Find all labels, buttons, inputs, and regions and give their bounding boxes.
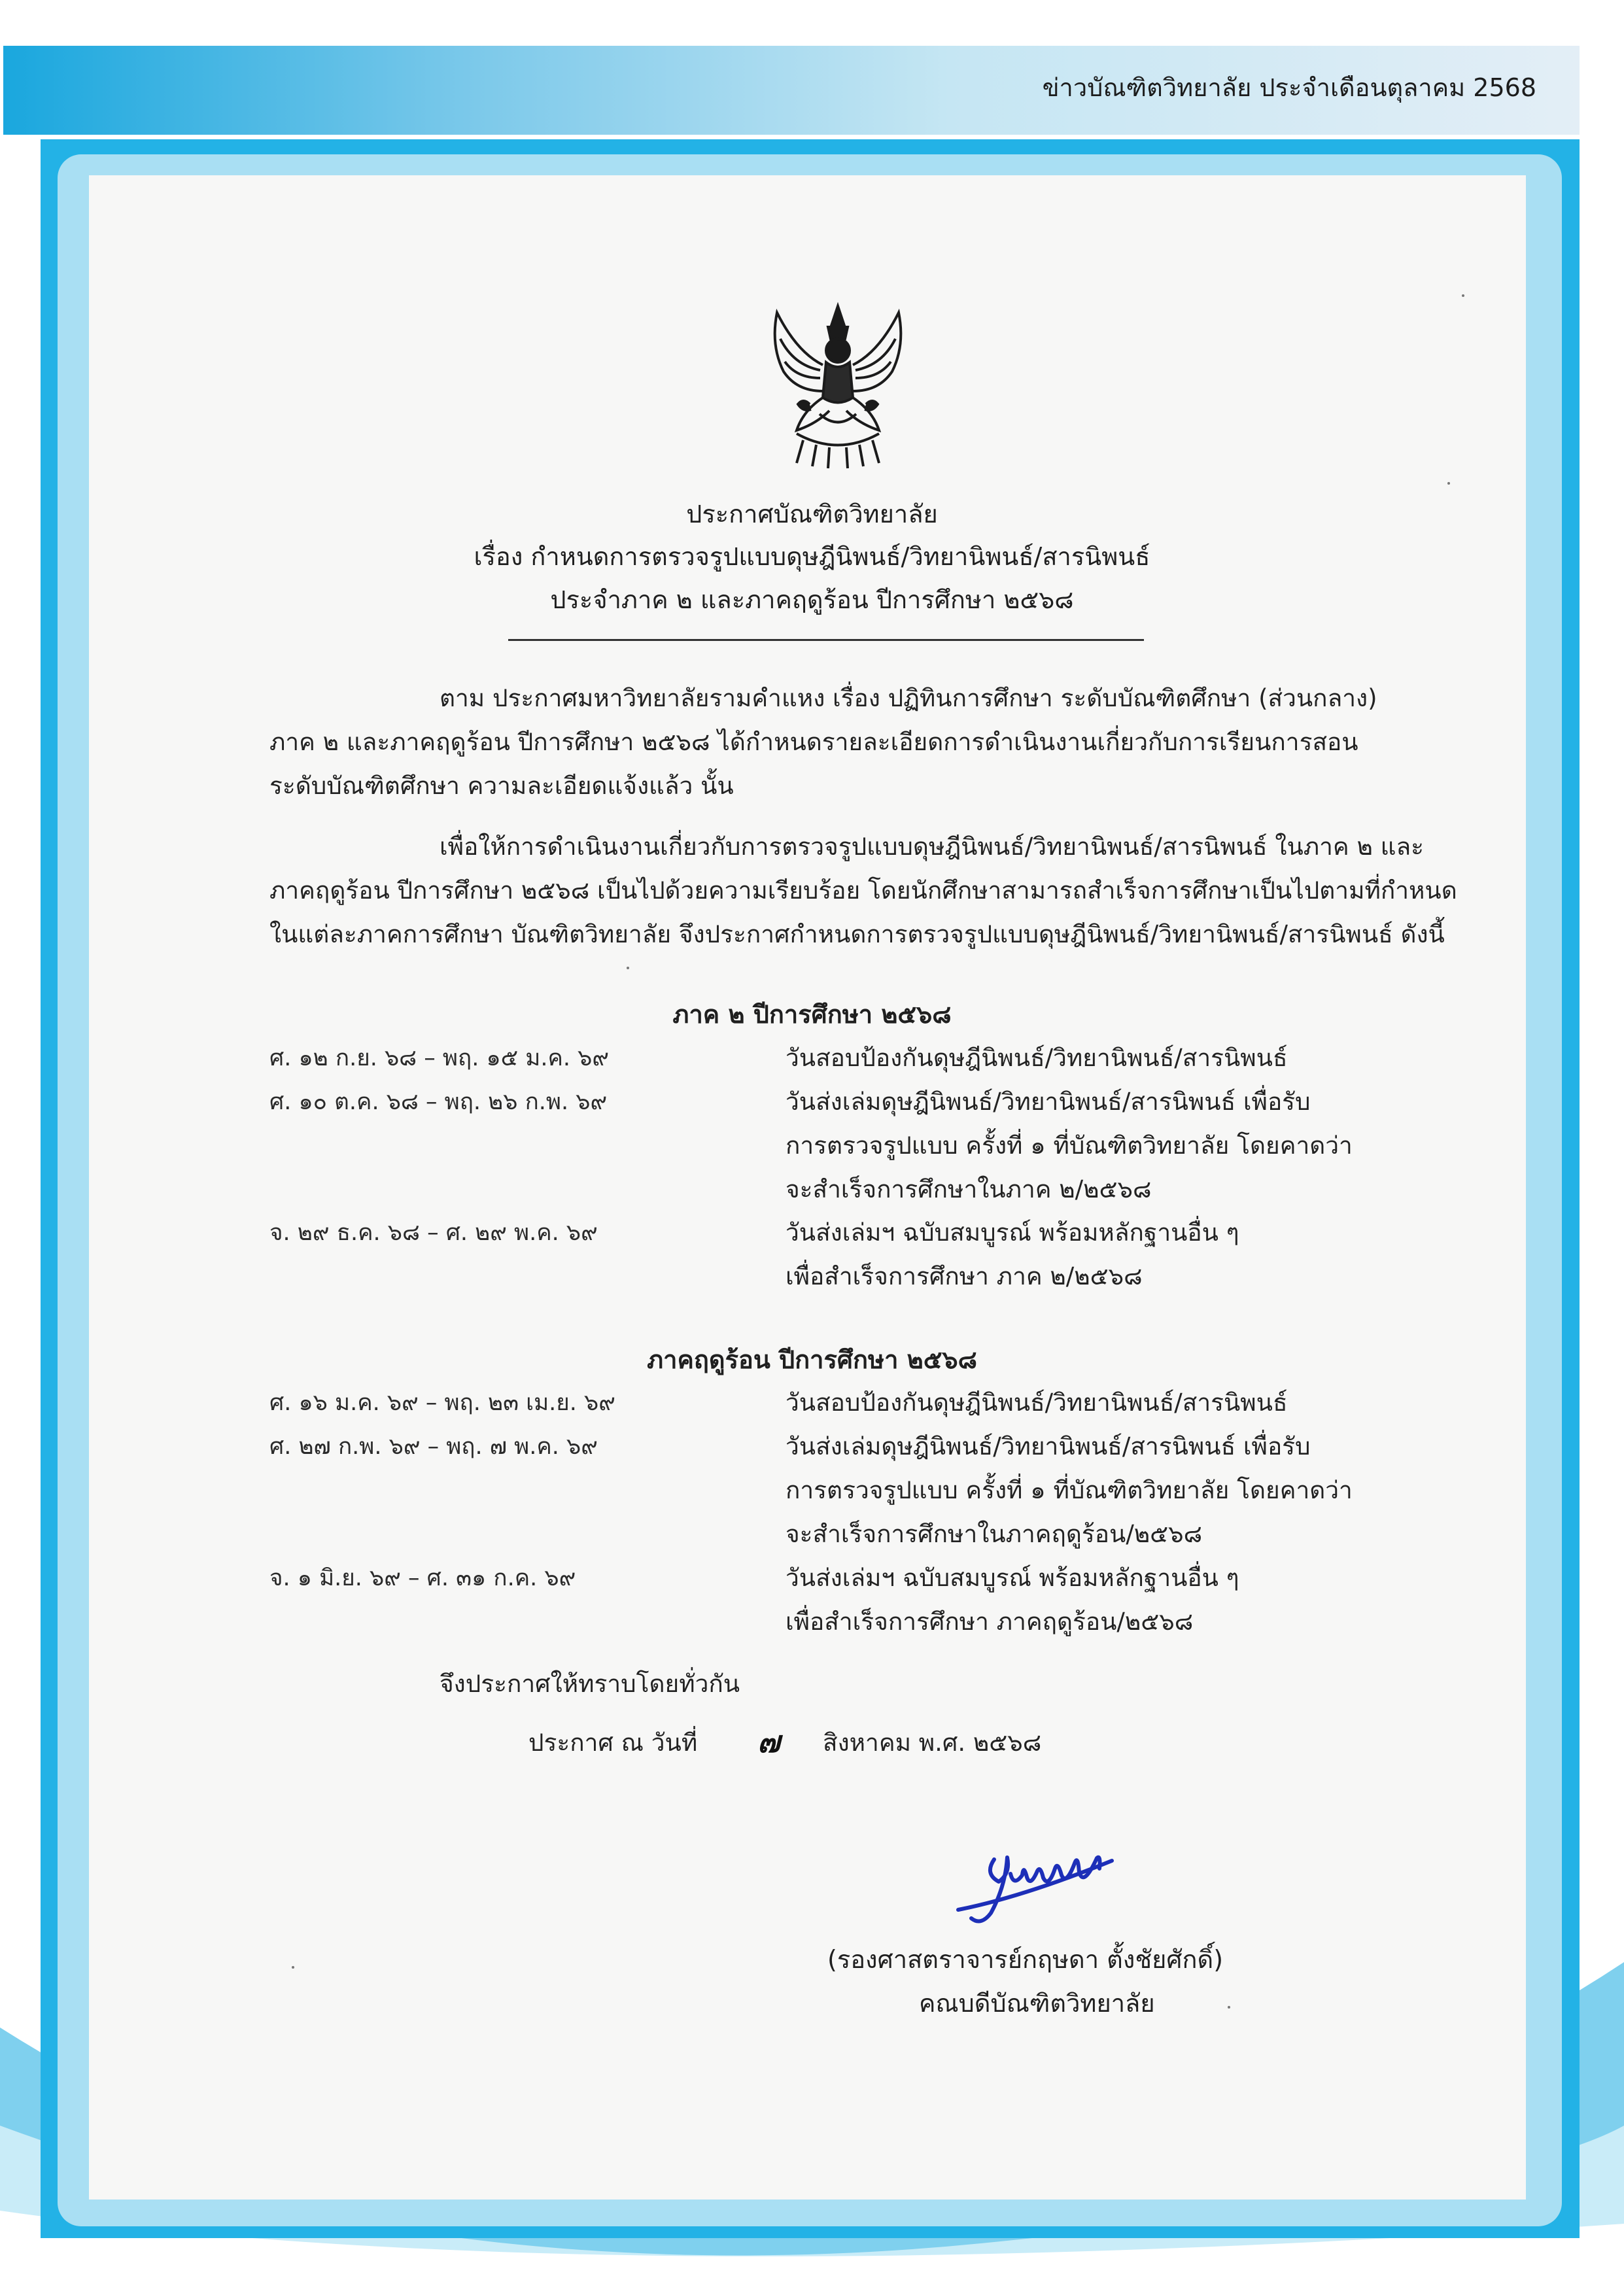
paper-speck: [292, 1966, 294, 1969]
paper-speck: [1447, 482, 1450, 485]
schedule-description: วันส่งเล่มดุษฎีนิพนธ์/วิทยานิพนธ์/สารนิพนธ์ เพื่อรับ: [786, 1432, 1311, 1460]
announcement-issuer: ประกาศบัณฑิตวิทยาลัย: [686, 500, 938, 528]
paragraph-1-line: ระดับบัณฑิตศึกษา ความละเอียดแจ้งแล้ว นั้น: [269, 772, 734, 800]
paragraph-1-line: ภาค ๒ และภาคฤดูร้อน ปีการศึกษา ๒๕๖๘ ได้กำหนดรายละเอียดการดำเนินงานเกี่ยวกับการเรียนการสอน: [269, 728, 1358, 756]
garuda-emblem-icon: [757, 300, 918, 471]
schedule-description: การตรวจรูปแบบ ครั้งที่ ๑ ที่บัณฑิตวิทยาลัย โดยคาดว่า: [786, 1476, 1353, 1504]
signatory-name: (รองศาสตราจารย์กฤษดา ตั้งชัยศักดิ์): [827, 1945, 1224, 1974]
signatory-position: คณบดีบัณฑิตวิทยาลัย: [919, 1989, 1155, 2018]
paper-speck: [627, 967, 629, 969]
closing-statement: จึงประกาศให้ทราบโดยทั่วกัน: [440, 1670, 740, 1698]
schedule-date: ศ. ๑๖ ม.ค. ๖๙ – พฤ. ๒๓ เม.ย. ๖๙: [269, 1390, 615, 1416]
schedule-description: วันสอบป้องกันดุษฎีนิพนธ์/วิทยานิพนธ์/สารนิพนธ์: [786, 1044, 1288, 1072]
paper-speck: [1462, 294, 1464, 297]
schedule-description: วันส่งเล่มดุษฎีนิพนธ์/วิทยานิพนธ์/สารนิพนธ์ เพื่อรับ: [786, 1088, 1311, 1116]
schedule-heading-summer: ภาคฤดูร้อน ปีการศึกษา ๒๕๖๘: [647, 1345, 977, 1374]
paragraph-1-line: ตาม ประกาศมหาวิทยาลัยรามคำแหง เรื่อง ปฏิทินการศึกษา ระดับบัณฑิตศึกษา (ส่วนกลาง): [440, 684, 1377, 712]
schedule-date: ศ. ๒๗ ก.พ. ๖๙ – พฤ. ๗ พ.ค. ๖๙: [269, 1434, 598, 1460]
schedule-heading-semester-2: ภาค ๒ ปีการศึกษา ๒๕๖๘: [672, 1000, 952, 1029]
dated-day: ๗: [757, 1724, 780, 1759]
paragraph-2-line: เพื่อให้การดำเนินงานเกี่ยวกับการตรวจรูปแบบดุษฎีนิพนธ์/วิทยานิพนธ์/สารนิพนธ์ ในภาค ๒ และ: [440, 833, 1424, 861]
schedule-description: จะสำเร็จการศึกษาในภาคฤดูร้อน/๒๕๖๘: [786, 1520, 1203, 1548]
title-underline: [508, 639, 1144, 641]
newsletter-header-title: ข่าวบัณฑิตวิทยาลัย ประจำเดือนตุลาคม 2568: [1042, 73, 1536, 102]
schedule-date: ศ. ๑๒ ก.ย. ๖๘ – พฤ. ๑๕ ม.ค. ๖๙: [269, 1045, 609, 1071]
paragraph-2-line: ภาคฤดูร้อน ปีการศึกษา ๒๕๖๘ เป็นไปด้วยความเรียบร้อย โดยนักศึกษาสามารถสำเร็จการศึกษาเป็นไปตามที่กำหนด: [269, 876, 1457, 905]
schedule-date: ศ. ๑๐ ต.ค. ๖๘ – พฤ. ๒๖ ก.พ. ๖๙: [269, 1089, 608, 1115]
dated-month-year: สิงหาคม พ.ศ. ๒๕๖๘: [823, 1729, 1042, 1757]
schedule-description: วันส่งเล่มฯ ฉบับสมบูรณ์ พร้อมหลักฐานอื่น ๆ: [786, 1218, 1239, 1247]
paper-speck: [1228, 2006, 1230, 2009]
schedule-description: เพื่อสำเร็จการศึกษา ภาคฤดูร้อน/๒๕๖๘: [786, 1608, 1194, 1636]
schedule-date: จ. ๒๙ ธ.ค. ๖๘ – ศ. ๒๙ พ.ค. ๖๙: [269, 1220, 598, 1246]
schedule-description: การตรวจรูปแบบ ครั้งที่ ๑ ที่บัณฑิตวิทยาลัย โดยคาดว่า: [786, 1131, 1353, 1160]
dated-label: ประกาศ ณ วันที่: [528, 1729, 698, 1757]
schedule-description: จะสำเร็จการศึกษาในภาค ๒/๒๕๖๘: [786, 1175, 1152, 1203]
schedule-date: จ. ๑ มิ.ย. ๖๙ – ศ. ๓๑ ก.ค. ๖๙: [269, 1565, 576, 1591]
signature-image: [945, 1835, 1128, 1933]
paragraph-2-line: ในแต่ละภาคการศึกษา บัณฑิตวิทยาลัย จึงประกาศกำหนดการตรวจรูปแบบดุษฎีนิพนธ์/วิทยานิพนธ์/สารนิพนธ์ ดังนี้: [269, 920, 1445, 948]
schedule-description: วันสอบป้องกันดุษฎีนิพนธ์/วิทยานิพนธ์/สารนิพนธ์: [786, 1389, 1288, 1417]
schedule-description: เพื่อสำเร็จการศึกษา ภาค ๒/๒๕๖๘: [786, 1262, 1143, 1290]
schedule-description: วันส่งเล่มฯ ฉบับสมบูรณ์ พร้อมหลักฐานอื่น ๆ: [786, 1564, 1239, 1592]
announcement-subject: เรื่อง กำหนดการตรวจรูปแบบดุษฎีนิพนธ์/วิทยานิพนธ์/สารนิพนธ์: [474, 542, 1150, 571]
announcement-term: ประจำภาค ๒ และภาคฤดูร้อน ปีการศึกษา ๒๕๖๘: [550, 585, 1074, 614]
